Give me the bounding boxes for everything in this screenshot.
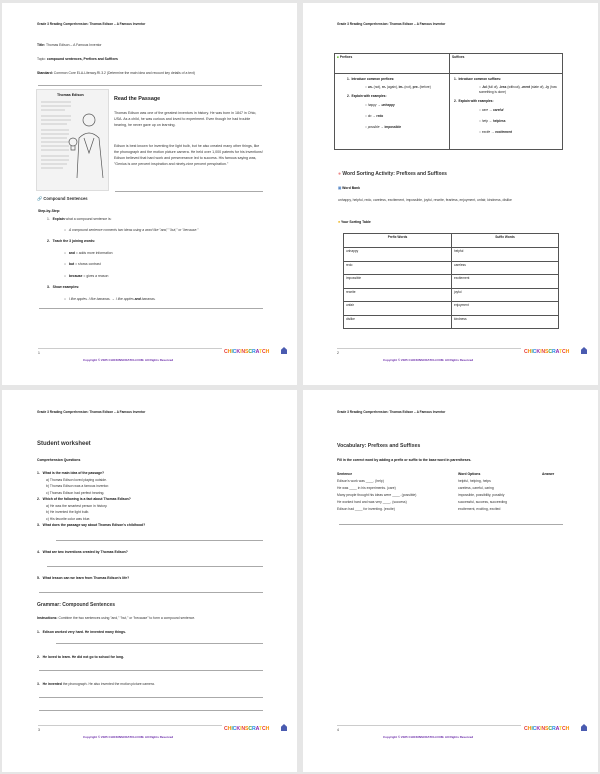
copyright: Copyright © 2025 CHICKINSCRATCH.COM. All Rights Reserved (383, 735, 474, 739)
page-number: 3 (38, 728, 40, 732)
word-options: excitement, exciting, excited (458, 507, 501, 511)
footer-rule (38, 725, 222, 726)
link-icon: 🔗 (37, 196, 43, 201)
footer-rule (38, 348, 222, 349)
answer-line[interactable] (56, 540, 263, 541)
page-1 (2, 3, 297, 385)
folder-icon: ■ (338, 220, 341, 224)
answer-line[interactable] (39, 592, 263, 593)
step-heading: Step-by-Step: (38, 209, 61, 213)
copyright: Copyright © 2025 CHICKINSCRATCH.COM. All Rights Reserved (83, 735, 174, 739)
grammar-instructions: Instructions: Combine the two sentences using "and," "but," or "because" to form a compound sentence. (37, 616, 196, 620)
footer-rule (337, 348, 521, 349)
col-answer: Answer (542, 472, 555, 476)
vocabulary-title: Vocabulary: Prefixes and Suffixes (337, 443, 421, 449)
q2-option: a) He was the smartest person in history. (46, 503, 108, 508)
page-number: 2 (337, 351, 339, 355)
doc-header: Grade 3 Reading Comprehension: Thomas Edison – A Famous Inventor (37, 22, 146, 26)
step-1-detail: ○ A compound sentence connects two ideas using a word like "and," "but," or "because." (64, 228, 199, 232)
divider (339, 524, 563, 525)
word-options: impossible, possibility, possibly (458, 493, 505, 497)
illustration-title: Thomas Edison (57, 93, 84, 97)
prefixes-header: Prefixes (339, 55, 353, 59)
house-icon (581, 724, 587, 731)
grammar-item-2: 2. He loved to learn. He did not go to school for long. (37, 655, 125, 659)
word-options: successful, success, succeeding (458, 500, 507, 504)
doc-header: Grade 3 Reading Comprehension: Thomas Edison – A Famous Inventor (337, 410, 446, 414)
example-sentence: ○ I like apples. I like bananas. → I like apples and bananas. (64, 297, 156, 301)
house-icon (581, 347, 587, 354)
question-2: 2. Which of the following is a fact about Thomas Edison? (37, 497, 131, 501)
copyright: Copyright © 2025 CHICKINSCRATCH.COM. All Rights Reserved (383, 358, 474, 362)
topic-line: Topic: compound sentences, Prefixes and Suffixes (37, 57, 118, 61)
answer-line[interactable] (47, 566, 263, 567)
page-2 (303, 3, 598, 385)
chickinscratch-logo: CHICKINSCRATCH (224, 349, 270, 355)
word-bank: unhappy, helpful, redo, careless, excitement, impossible, joyful, rewrite, fearless, enjoyment, unfair, kindness, dislike (338, 198, 512, 202)
comprehension-heading: Comprehension Questions (37, 458, 81, 462)
grammar-item-3: 3. He invented the phonograph. He also invented the motion picture camera. (37, 682, 155, 686)
answer-line[interactable] (39, 710, 263, 711)
title-line: Title: Thomas Edison – A Famous Inventor (37, 43, 102, 47)
divider (38, 85, 262, 86)
table-row: dislike kindness (344, 315, 559, 329)
answer-line[interactable] (39, 670, 263, 671)
answer-line[interactable] (56, 643, 263, 644)
word-options: careless, careful, caring (458, 486, 494, 490)
footer-rule (337, 725, 521, 726)
word-options: helpful, helping, helps (458, 479, 491, 483)
suffixes-header: Suffixes (452, 55, 465, 59)
sentence: Edison had ____ for inventing. (excite) (337, 507, 395, 511)
suffixes-cell: 1. Introduce common suffixes: ○ -ful (full of), -less (without), -ment (state of), -ly (how something is done) 2. Explain with examples: ○ care → careful ○ help → helpless ○ excite → excitement (450, 74, 563, 150)
q1-option: a) Thomas Edison loved playing outside. (46, 477, 108, 482)
table-row: rewrite joyful (344, 288, 559, 302)
question-3: 3. What does the passage say about Thomas Edison's childhood? (37, 523, 146, 527)
suffix-words-header: Suffix Words (452, 234, 559, 248)
sentence: Edison's work was ____. (help) (337, 479, 384, 483)
grammar-heading: Grammar: Compound Sentences (37, 602, 116, 608)
worksheet-title: Student worksheet (37, 441, 91, 447)
q2-option: c) His favorite color was blue. (46, 516, 91, 521)
col-sentence: Sentence (337, 472, 353, 476)
table-row: unhappy helpful (344, 248, 559, 262)
standard-line: Standard: Common Core ELA-Literacy.RI.3.2 (Determine the main idea and recount key details of a text) (37, 71, 195, 75)
copyright: Copyright © 2025 CHICKINSCRATCH.COM. All Rights Reserved (83, 358, 174, 362)
question-4: 4. What are two inventions created by Thomas Edison? (37, 550, 128, 554)
page-3 (2, 390, 297, 772)
chickinscratch-logo: CHICKINSCRATCH (524, 349, 570, 355)
chickinscratch-logo: CHICKINSCRATCH (524, 726, 570, 732)
step-3: 3. Show examples: (47, 285, 80, 289)
sorting-table-label: ■ Your Sorting Table (338, 220, 371, 224)
passage-paragraph-1: Thomas Edison was one of the greatest inventors in history. He was born in 1847 in Ohio, USA. As a child, he was curious and loved to experiment. Even though he had trouble hearing, he never gave up on learning. (114, 111, 257, 127)
page-4 (303, 390, 598, 772)
divider (39, 308, 263, 309)
bank-icon: ▣ (338, 186, 342, 190)
divider (115, 191, 263, 192)
page-number: 4 (337, 728, 339, 732)
sorting-table (343, 233, 559, 329)
table-row: impossible excitement (344, 275, 559, 289)
prefix-words-header: Prefix Words (344, 234, 452, 248)
doc-header: Grade 3 Reading Comprehension: Thomas Edison – A Famous Inventor (337, 22, 446, 26)
prefixes-cell: 1. Introduce common prefixes: ○ un- (not), re- (again), im- (not), pre- (before) 2. Explain with examples: ○ happy → unhappy ○ do → redo ○ possible → impossible (335, 74, 450, 150)
sentence: He worked hard and was very ____. (success) (337, 500, 407, 504)
read-passage-heading: Read the Passage (114, 96, 161, 102)
activity-heading: ● Word Sorting Activity: Prefixes and Suffixes (338, 171, 447, 177)
step-1: 1. Explain what a compound sentence is: (47, 217, 112, 221)
joining-word-but: ○ but = shows contrast (64, 262, 101, 266)
prefix-suffix-table (334, 53, 563, 150)
grammar-item-1: 1. Edison worked very hard. He invented many things. (37, 630, 126, 634)
sentence: He was ____ in his experiments. (care) (337, 486, 396, 490)
doc-header: Grade 3 Reading Comprehension: Thomas Edison – A Famous Inventor (37, 410, 146, 414)
joining-word-and: ○ and = adds more information (64, 251, 113, 255)
q1-option: b) Thomas Edison was a famous inventor. (46, 484, 110, 488)
table-row: redo careless (344, 261, 559, 275)
answer-line[interactable] (39, 697, 263, 698)
edison-drawing-icon (37, 98, 110, 193)
q1-option: c) Thomas Edison had perfect hearing. (46, 490, 105, 495)
passage-paragraph-2: Edison is best known for inventing the light bulb, but he also created many other things, like the phonograph and the motion picture camera. He held over 1,000 patents for his inventions! Edison believed that hard work and perseverance led to success. His famous saying was, "Genius is one percent inspiration and ninety-nine percent perspiration." (114, 144, 263, 166)
compound-heading: 🔗 Compound Sentences (37, 196, 88, 201)
house-icon (281, 347, 287, 354)
house-icon (281, 724, 287, 731)
question-5: 5. What lesson can we learn from Thomas Edison's life? (37, 576, 130, 580)
col-word-options: Word Options (458, 472, 481, 476)
sentence: Many people thought his ideas were ____. (possible) (337, 493, 417, 497)
edison-illustration (36, 89, 109, 191)
q2-option: b) He invented the light bulb. (46, 510, 90, 514)
puzzle-icon: ■ (337, 55, 339, 59)
chickinscratch-logo: CHICKINSCRATCH (224, 726, 270, 732)
table-row: unfair enjoyment (344, 302, 559, 316)
question-1: 1. What is the main idea of the passage? (37, 471, 105, 475)
joining-word-because: ○ because = gives a reason (64, 274, 109, 278)
word-bank-label: ▣ Word Bank (338, 186, 361, 190)
vocabulary-instructions: Fill in the correct word by adding a prefix or suffix to the base word in parentheses. (337, 458, 472, 462)
step-2: 2. Teach the 3 joining words: (47, 239, 96, 243)
page-number: 1 (38, 351, 40, 355)
brain-icon: ● (338, 171, 342, 177)
